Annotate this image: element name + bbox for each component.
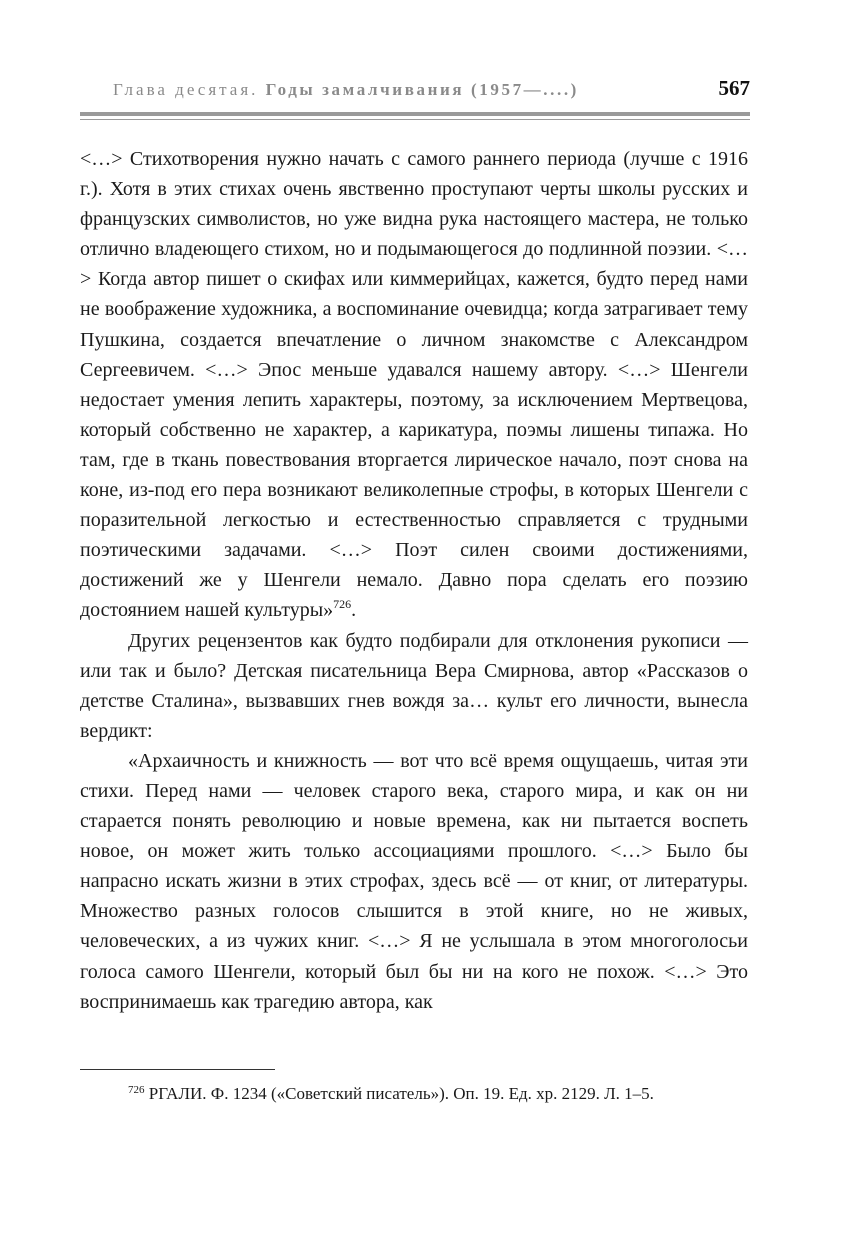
quote-paragraph-3: «Архаичность и книжность — вот что всё время ощущаешь, читая эти стихи. Перед нами — человек старого века, старого мира, и как он ни старается понять революцию и новые времена, как ни пытается воспеть новое, он может жить только ассоциациями прошлого. <…> Было бы напрасно искать жизни в этих строфах, здесь всё — от книг, от литературы. Множество разных голосов слышится в этой книге, но не живых, человеческих, а из чужих книг. <…> Я не услышала в этом многоголосьи голоса самого Шенгели, который был бы ни на кого не похож. <…> Это воспринимаешь как трагедию автора, как	[80, 749, 748, 1013]
section-title: Годы замалчивания (1957—....)	[265, 80, 579, 99]
running-title	[113, 80, 579, 100]
paragraph-2: Других рецензентов как будто подбирали для отклонения рукописи — или так и было? Детская писательница Вера Смирнова, автор «Рассказов о детстве Сталина», вызвавших гнев вождя за… культ его личности, вынесла вердикт:	[80, 629, 748, 742]
header-rule-thin	[80, 119, 750, 120]
running-header	[113, 76, 750, 102]
quote-text-1: <…> Стихотворения нужно начать с самого раннего периода (лучше с 1916 г.). Хотя в этих стихах очень явственно проступают черты школы русских и французских символистов, но уже видна рука настоящего мастера, не только отлично владеющего стихом, но и подымающегося до подлинной поэзии. <…> Когда автор пишет о скифах или киммерийцах, кажется, будто перед нами не воображение художника, а воспоминание очевидца; когда затрагивает тему Пушкина, создается впечатление о личном знакомстве с Александром Сергеевичем. <…> Эпос меньше удавался нашему автору. <…> Шенгели недостает умения лепить характеры, поэтому, за исключением Мертвецова, который собственно не характер, а карикатура, поэмы лишены типажа. Но там, где в ткань повествования вторгается лирическое начало, поэт снова на коне, из-под его пера возникают великолепные строфы, в которых Шенгели с поразительной легкостью и естественностью справляется с трудными поэтическими задачами. <…> Поэт силен своими достижениями, достижений же у Шенгели немало. Давно пора сделать его поэзию достоянием нашей культуры»	[80, 148, 748, 622]
body-text	[80, 144, 748, 1017]
footnote-rule	[80, 1069, 275, 1070]
quote-paragraph-1	[80, 144, 748, 626]
footnote-text: РГАЛИ. Ф. 1234 («Советский писатель»). Оп. 19. Ед. хр. 2129. Л. 1–5.	[148, 1084, 654, 1103]
quote-tail: .	[351, 599, 357, 622]
footnote-number: 726	[128, 1084, 145, 1096]
header-rule-thick	[80, 112, 750, 116]
footnote	[80, 1080, 748, 1107]
page-number: 567	[718, 76, 750, 100]
footnote-ref[interactable]: 726	[333, 597, 352, 612]
chapter-label: Глава десятая.	[113, 80, 259, 99]
